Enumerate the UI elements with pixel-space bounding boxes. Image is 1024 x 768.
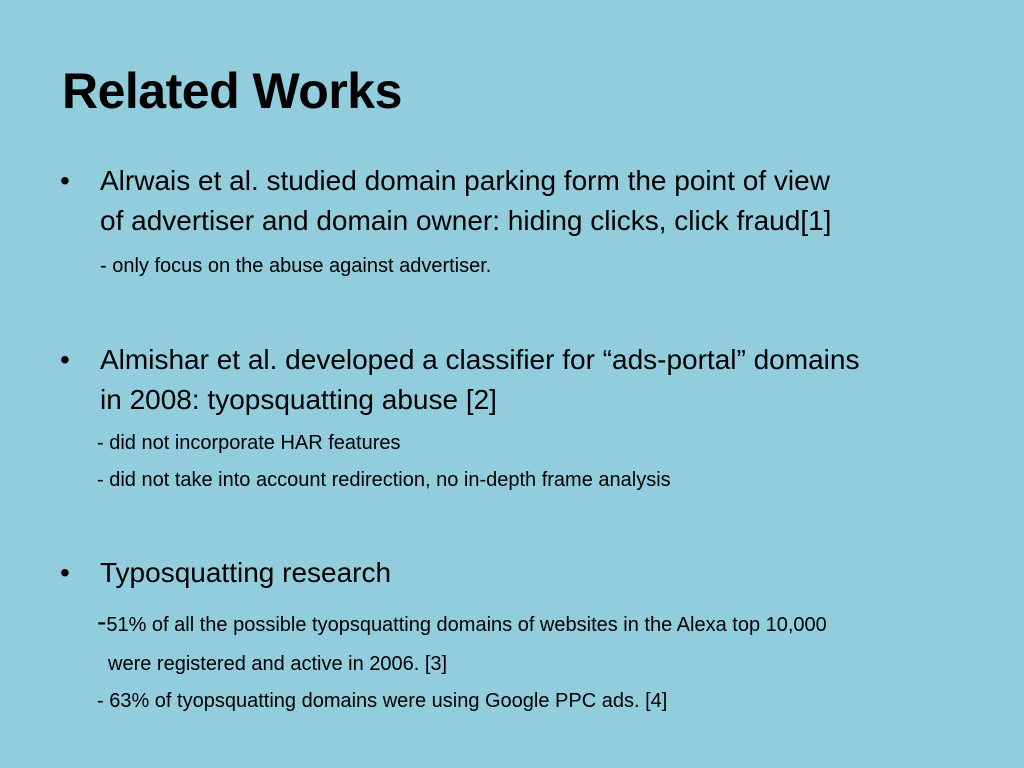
sub-point: - did not take into account redirection, no in-depth frame analysis bbox=[97, 469, 671, 491]
bullet-text bbox=[100, 340, 980, 420]
sub-dash: - bbox=[97, 606, 107, 637]
sub-point: - 63% of tyopsquatting domains were using Google PPC ads. [4] bbox=[97, 690, 668, 712]
bullet-line: Alrwais et al. studied domain parking form the point of view bbox=[100, 165, 830, 196]
bullet-icon: • bbox=[60, 165, 70, 196]
bullet-text bbox=[100, 161, 980, 241]
sub-text: 51% of all the possible tyopsquatting domains of websites in the Alexa top 10,000 bbox=[106, 614, 827, 636]
bullet-icon: • bbox=[60, 557, 70, 588]
bullet-line: of advertiser and domain owner: hiding clicks, click fraud[1] bbox=[100, 205, 832, 236]
bullet-line: Typosquatting research bbox=[100, 557, 392, 588]
sub-point: - only focus on the abuse against advertiser. bbox=[100, 255, 492, 277]
sub-point: - did not incorporate HAR features bbox=[97, 432, 401, 454]
bullet-line: in 2008: tyopsquatting abuse [2] bbox=[100, 384, 497, 415]
bullet-line: Almishar et al. developed a classifier for “ads-portal” domains bbox=[100, 344, 860, 375]
bullet-icon: • bbox=[60, 344, 70, 375]
slide-title: Related Works bbox=[62, 63, 402, 119]
sub-point bbox=[97, 606, 827, 637]
bullet-text bbox=[100, 553, 980, 593]
sub-point: were registered and active in 2006. [3] bbox=[108, 653, 448, 675]
